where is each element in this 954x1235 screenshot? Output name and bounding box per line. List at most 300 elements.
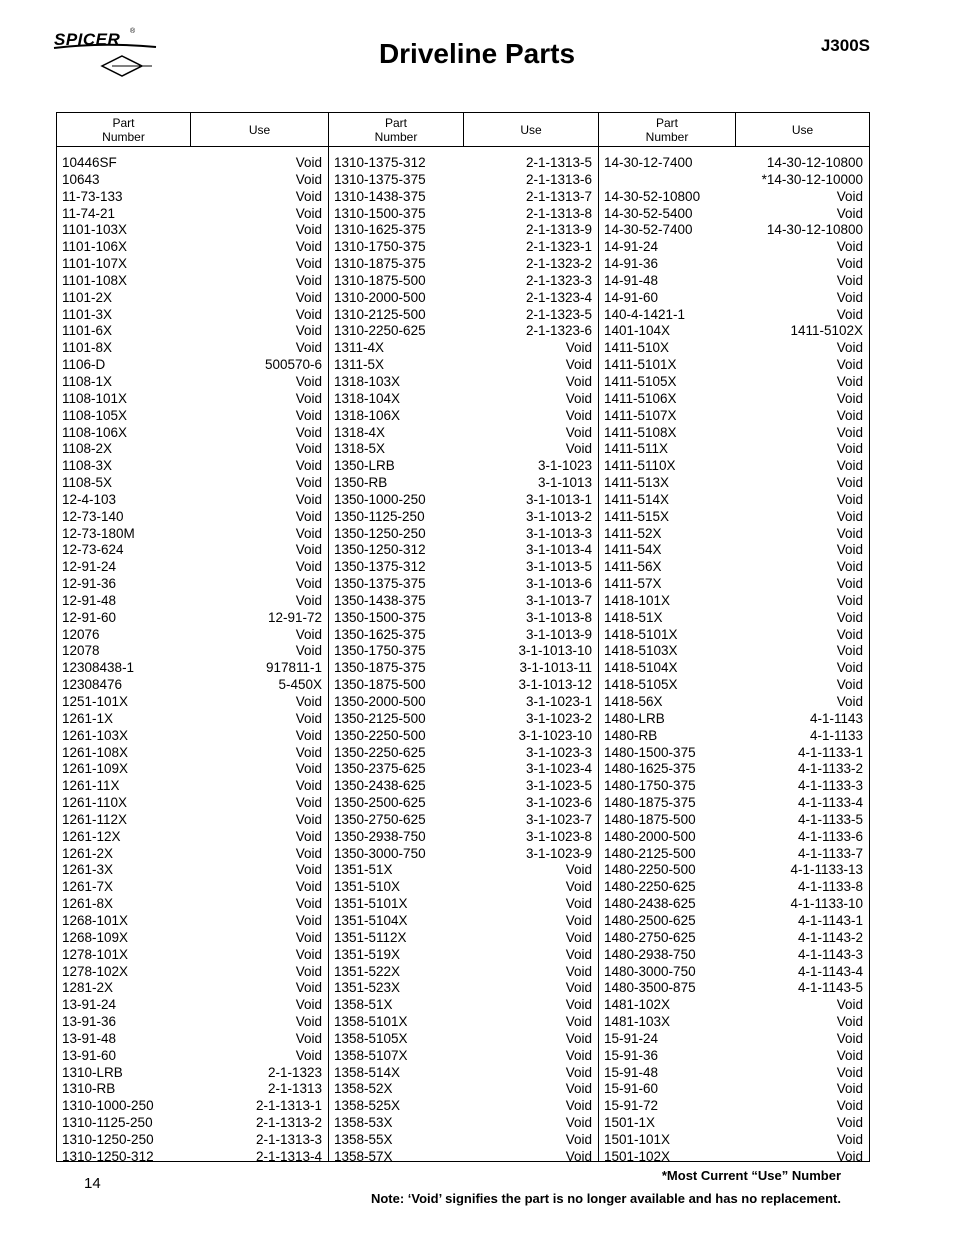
- part-number-cell: 1101-8X: [62, 340, 113, 356]
- use-cell: Void: [295, 778, 322, 794]
- table-row: [57, 475, 328, 492]
- table-row: [329, 307, 598, 324]
- table-row: [57, 829, 328, 846]
- use-cell: 4-1-1133-2: [797, 761, 863, 777]
- part-number-cell: 1480-2500-625: [604, 912, 696, 928]
- part-number-cell: 10643: [62, 171, 100, 187]
- part-number-cell: 14-30-52-7400: [604, 222, 693, 238]
- use-cell: Void: [836, 306, 863, 322]
- table-row: [599, 677, 869, 694]
- part-number-cell: 1351-522X: [334, 963, 401, 979]
- part-number-cell: 1411-510X: [604, 340, 670, 356]
- use-cell: Void: [295, 256, 322, 272]
- part-number-cell: 1108-5X: [62, 475, 113, 491]
- use-cell: Void: [295, 997, 322, 1013]
- table-row: [57, 425, 328, 442]
- use-cell: Void: [836, 407, 863, 423]
- table-row: [57, 1081, 328, 1098]
- table-row: [599, 829, 869, 846]
- part-number-cell: 1310-1438-375: [334, 188, 426, 204]
- part-number-cell: 1351-523X: [334, 980, 401, 996]
- part-number-cell: 1350-2250-625: [334, 744, 426, 760]
- part-number-cell: 12-91-36: [62, 576, 117, 592]
- table-row: [57, 1048, 328, 1065]
- use-cell: Void: [836, 542, 863, 558]
- use-cell: Void: [836, 1081, 863, 1097]
- part-number-cell: 1106-D: [62, 357, 106, 373]
- part-number-cell: 1351-51X: [334, 862, 393, 878]
- use-cell: Void: [295, 239, 322, 255]
- table-row: [599, 509, 869, 526]
- part-number-cell: 1480-LRB: [604, 710, 665, 726]
- table-row: [599, 1048, 869, 1065]
- part-number-cell: 14-91-36: [604, 256, 659, 272]
- use-cell: 2-1-1323-2: [525, 256, 592, 272]
- part-number-cell: 1261-108X: [62, 744, 129, 760]
- table-row: [57, 812, 328, 829]
- part-number-cell: 1261-1X: [62, 710, 114, 726]
- part-number-cell: 1101-106X: [62, 239, 128, 255]
- part-number-cell: 1350-2438-625: [334, 778, 426, 794]
- use-cell: 3-1-1023-5: [525, 778, 592, 794]
- use-cell: Void: [295, 592, 322, 608]
- use-cell: Void: [565, 946, 592, 962]
- use-cell: Void: [836, 626, 863, 642]
- table-row: [57, 728, 328, 745]
- use-cell: 2-1-1313-9: [525, 222, 592, 238]
- part-number-cell: 1418-5103X: [604, 643, 678, 659]
- registered-mark: ®: [130, 28, 136, 35]
- part-number-cell: 14-91-48: [604, 272, 659, 288]
- use-cell: 2-1-1313: [267, 1081, 322, 1097]
- use-cell: Void: [295, 845, 322, 861]
- table-row: [57, 290, 328, 307]
- table-row: [57, 559, 328, 576]
- column-group-3: [599, 147, 869, 1164]
- use-cell: Void: [295, 862, 322, 878]
- table-row: [329, 947, 598, 964]
- use-cell: Void: [836, 576, 863, 592]
- use-cell: 2-1-1323-6: [525, 323, 592, 339]
- part-number-cell: 1501-1X: [604, 1115, 656, 1131]
- table-row: [57, 795, 328, 812]
- part-number-cell: 1350-1375-312: [334, 559, 426, 575]
- part-number-cell: 1411-5101X: [604, 357, 677, 373]
- part-number-cell: 1358-525X: [334, 1098, 401, 1114]
- part-number-cell: 1318-106X: [334, 407, 401, 423]
- use-cell: 4-1-1133-4: [797, 795, 863, 811]
- table-row: [329, 239, 598, 256]
- use-cell: Void: [565, 1064, 592, 1080]
- table-row: [329, 812, 598, 829]
- part-number-cell: 1350-1875-375: [334, 660, 426, 676]
- table-row: [57, 964, 328, 981]
- table-row: [329, 408, 598, 425]
- table-row: [599, 1065, 869, 1082]
- part-number-cell: 12-73-180M: [62, 525, 135, 541]
- table-row: [599, 559, 869, 576]
- use-cell: Void: [836, 357, 863, 373]
- table-row: [329, 172, 598, 189]
- use-cell: Void: [295, 458, 322, 474]
- use-cell: 3-1-1013-7: [525, 592, 592, 608]
- table-row: [57, 273, 328, 290]
- use-cell: 2-1-1323: [267, 1064, 322, 1080]
- part-number-cell: 1281-2X: [62, 980, 114, 996]
- part-number-cell: 12-73-624: [62, 542, 124, 558]
- table-row: [599, 374, 869, 391]
- part-number-cell: 1401-104X: [604, 323, 671, 339]
- table-row: [599, 761, 869, 778]
- part-number-cell: 1261-3X: [62, 862, 114, 878]
- use-cell: 4-1-1133-8: [797, 879, 863, 895]
- use-cell: Void: [836, 1115, 863, 1131]
- part-number-cell: 1108-105X: [62, 407, 128, 423]
- use-cell: Void: [836, 694, 863, 709]
- part-number-cell: 1481-103X: [604, 1014, 671, 1030]
- table-row: [57, 610, 328, 627]
- table-row: [599, 930, 869, 947]
- table-row: [57, 761, 328, 778]
- table-row: [329, 1081, 598, 1098]
- part-number-cell: 10446SF: [62, 155, 117, 170]
- part-number-cell: 1411-513X: [604, 475, 670, 491]
- use-cell: Void: [836, 239, 863, 255]
- part-number-cell: 13-91-60: [62, 1047, 117, 1063]
- table-row: [599, 610, 869, 627]
- part-number-cell: 12-91-60: [62, 609, 117, 625]
- part-number-cell: 1311-5X: [334, 357, 385, 373]
- table-row: [599, 357, 869, 374]
- use-cell: 3-1-1013-8: [525, 609, 592, 625]
- header-part-number-3: Part Number: [599, 113, 736, 146]
- part-number-cell: 1310-1000-250: [62, 1098, 154, 1114]
- table-row: [599, 425, 869, 442]
- part-number-cell: 1311-4X: [334, 340, 385, 356]
- use-cell: Void: [295, 946, 322, 962]
- table-row: [599, 1014, 869, 1031]
- use-cell: Void: [836, 592, 863, 608]
- use-cell: 2-1-1313-2: [255, 1115, 322, 1131]
- part-number-cell: 1350-2250-500: [334, 727, 426, 743]
- use-cell: Void: [836, 609, 863, 625]
- table-row: [57, 896, 328, 913]
- part-number-cell: 1418-56X: [604, 694, 663, 709]
- use-cell: 3-1-1013-5: [525, 559, 592, 575]
- use-cell: Void: [295, 1014, 322, 1030]
- part-number-cell: 1261-8X: [62, 896, 114, 912]
- part-number-cell: 1480-2125-500: [604, 845, 696, 861]
- table-row: [329, 1065, 598, 1082]
- use-cell: Void: [565, 929, 592, 945]
- use-cell: Void: [295, 407, 322, 423]
- part-number-cell: 1351-519X: [334, 946, 401, 962]
- part-number-cell: 1318-5X: [334, 441, 386, 457]
- table-row: [57, 913, 328, 930]
- table-row: [329, 559, 598, 576]
- use-cell: Void: [565, 879, 592, 895]
- use-cell: Void: [565, 896, 592, 912]
- use-cell: Void: [295, 828, 322, 844]
- rows-group-3: [599, 155, 869, 1166]
- table-row: [329, 879, 598, 896]
- part-number-cell: 1411-57X: [604, 576, 662, 592]
- table-row: [599, 660, 869, 677]
- use-cell: 3-1-1013-2: [525, 508, 592, 524]
- use-cell: 2-1-1313-7: [525, 188, 592, 204]
- part-number-cell: 1480-2250-500: [604, 862, 696, 878]
- use-cell: 3-1-1023-2: [525, 710, 592, 726]
- use-cell: 12-91-72: [267, 609, 322, 625]
- table-row: [329, 964, 598, 981]
- table-row: [599, 627, 869, 644]
- part-number-cell: 1480-2438-625: [604, 896, 696, 912]
- part-number-cell: 11-73-133: [62, 188, 123, 204]
- part-number-cell: 1350-1875-500: [334, 677, 426, 693]
- part-number-cell: 1350-2500-625: [334, 795, 426, 811]
- use-cell: Void: [295, 811, 322, 827]
- part-number-cell: 12078: [62, 643, 100, 659]
- use-cell: 3-1-1023: [537, 458, 592, 474]
- part-number-cell: 1350-1500-375: [334, 609, 426, 625]
- part-number-cell: 1418-5101X: [604, 626, 678, 642]
- part-number-cell: 1418-101X: [604, 592, 671, 608]
- use-cell: 917811-1: [265, 660, 322, 676]
- table-row: [329, 593, 598, 610]
- table-row: [599, 475, 869, 492]
- use-cell: Void: [295, 626, 322, 642]
- table-row: [329, 728, 598, 745]
- use-cell: 14-30-12-10800: [766, 222, 863, 238]
- part-number-cell: 1418-5104X: [604, 660, 678, 676]
- use-cell: 4-1-1133-5: [797, 811, 863, 827]
- part-number-cell: 1350-LRB: [334, 458, 395, 474]
- use-cell: Void: [295, 340, 322, 356]
- part-number-cell: 1268-109X: [62, 929, 129, 945]
- part-number-cell: 1411-5107X: [604, 407, 677, 423]
- use-cell: Void: [836, 660, 863, 676]
- table-row: [57, 492, 328, 509]
- table-row: [329, 391, 598, 408]
- part-number-cell: 12-91-24: [62, 559, 117, 575]
- use-cell: Void: [836, 508, 863, 524]
- use-cell: Void: [295, 525, 322, 541]
- use-cell: Void: [565, 357, 592, 373]
- part-number-cell: 1318-104X: [334, 390, 401, 406]
- table-row: [599, 1132, 869, 1149]
- part-number-cell: 1480-2000-500: [604, 828, 696, 844]
- use-cell: Void: [295, 155, 322, 170]
- part-number-cell: 1358-5107X: [334, 1047, 408, 1063]
- part-number-cell: 1480-1625-375: [604, 761, 696, 777]
- use-cell: 4-1-1133-6: [797, 828, 863, 844]
- table-row: [329, 323, 598, 340]
- table-row: [599, 256, 869, 273]
- part-number-cell: 1101-103X: [62, 222, 128, 238]
- part-number-cell: 1310-RB: [62, 1081, 116, 1097]
- use-cell: 2-1-1323-3: [525, 272, 592, 288]
- part-number-cell: 14-30-52-10800: [604, 188, 701, 204]
- header-use-2: Use: [464, 113, 599, 146]
- table-row: [599, 643, 869, 660]
- table-row: [57, 660, 328, 677]
- part-number-cell: 1358-53X: [334, 1115, 393, 1131]
- table-row: [599, 155, 869, 172]
- table-row: [599, 458, 869, 475]
- use-cell: 4-1-1143-1: [797, 912, 863, 928]
- use-cell: Void: [836, 1047, 863, 1063]
- part-number-cell: 14-30-12-7400: [604, 155, 693, 170]
- part-number-cell: 1318-4X: [334, 424, 386, 440]
- use-cell: 3-1-1013-11: [519, 660, 592, 676]
- table-row: [57, 408, 328, 425]
- use-cell: Void: [836, 491, 863, 507]
- table-row: [329, 930, 598, 947]
- part-number-cell: 1278-102X: [62, 963, 129, 979]
- column-group-2: [329, 147, 599, 1164]
- use-cell: Void: [565, 1014, 592, 1030]
- use-cell: 3-1-1023-7: [525, 811, 592, 827]
- use-cell: 2-1-1313-8: [525, 205, 592, 221]
- part-number-cell: 1350-2938-750: [334, 828, 426, 844]
- table-row: [57, 711, 328, 728]
- part-number-cell: 1501-102X: [604, 1148, 671, 1164]
- table-row: [57, 1065, 328, 1082]
- table-row: [329, 913, 598, 930]
- use-cell: Void: [836, 441, 863, 457]
- table-row: [329, 576, 598, 593]
- use-cell: Void: [565, 424, 592, 440]
- table-row: [329, 1031, 598, 1048]
- use-cell: 2-1-1313-5: [525, 155, 592, 170]
- use-cell: 3-1-1023-4: [525, 761, 592, 777]
- table-row: [599, 340, 869, 357]
- table-row: [329, 425, 598, 442]
- use-cell: 14-30-12-10800: [766, 155, 863, 170]
- part-number-cell: 140-4-1421-1: [604, 306, 686, 322]
- table-row: [599, 795, 869, 812]
- use-cell: Void: [295, 323, 322, 339]
- use-cell: 2-1-1313-3: [255, 1131, 322, 1147]
- use-cell: 2-1-1323-5: [525, 306, 592, 322]
- use-cell: Void: [295, 694, 322, 709]
- table-row: [329, 1149, 598, 1166]
- table-row: [329, 980, 598, 997]
- header-use-3: Use: [791, 122, 814, 137]
- part-number-cell: 1411-5106X: [604, 390, 677, 406]
- use-cell: 2-1-1323-4: [525, 289, 592, 305]
- use-cell: Void: [295, 912, 322, 928]
- part-number-cell: 1411-54X: [604, 542, 662, 558]
- use-cell: 500570-6: [264, 357, 322, 373]
- rows-group-1: [57, 155, 328, 1166]
- use-cell: 3-1-1023-3: [525, 744, 592, 760]
- table-row: [329, 610, 598, 627]
- table-row: [57, 323, 328, 340]
- part-number-cell: 1358-52X: [334, 1081, 393, 1097]
- part-number-cell: 1480-1500-375: [604, 744, 696, 760]
- use-cell: Void: [295, 879, 322, 895]
- part-number-cell: 1310-1250-250: [62, 1131, 154, 1147]
- table-row: [57, 172, 328, 189]
- use-cell: 3-1-1023-8: [525, 828, 592, 844]
- use-cell: 4-1-1133: [809, 727, 863, 743]
- use-cell: 4-1-1133-3: [797, 778, 863, 794]
- use-cell: Void: [295, 205, 322, 221]
- use-cell: Void: [836, 373, 863, 389]
- footnote: *Most Current “Use” Number: [661, 1168, 841, 1183]
- part-number-cell: 1101-108X: [62, 272, 128, 288]
- use-cell: 3-1-1013-10: [518, 643, 592, 659]
- table-row: [57, 930, 328, 947]
- part-number-cell: 1108-2X: [62, 441, 113, 457]
- use-cell: 4-1-1143: [809, 710, 863, 726]
- table-row: [329, 273, 598, 290]
- part-number-cell: 1310-1750-375: [334, 239, 426, 255]
- use-cell: Void: [295, 171, 322, 187]
- table-row: [599, 812, 869, 829]
- part-number-cell: 1480-RB: [604, 727, 658, 743]
- use-cell: Void: [565, 980, 592, 996]
- part-number-cell: 1350-1438-375: [334, 592, 426, 608]
- use-cell: Void: [295, 424, 322, 440]
- table-row: [57, 997, 328, 1014]
- table-row: [599, 694, 869, 711]
- use-cell: Void: [836, 1098, 863, 1114]
- table-row: [329, 627, 598, 644]
- table-row: [329, 694, 598, 711]
- table-row: [57, 441, 328, 458]
- part-number-cell: 1310-1875-375: [334, 256, 426, 272]
- table-row: [57, 846, 328, 863]
- table-row: [599, 879, 869, 896]
- table-row: [329, 374, 598, 391]
- use-cell: Void: [565, 997, 592, 1013]
- part-number-cell: 1261-109X: [62, 761, 129, 777]
- part-number-cell: 1480-1750-375: [604, 778, 696, 794]
- table-row: [329, 222, 598, 239]
- part-number-cell: 1350-1125-250: [334, 508, 425, 524]
- table-row: [599, 913, 869, 930]
- part-number-cell: 1350-1250-250: [334, 525, 426, 541]
- table-row: [329, 829, 598, 846]
- part-number-cell: 1351-5101X: [334, 896, 408, 912]
- table-row: [599, 391, 869, 408]
- part-number-cell: 1101-107X: [62, 256, 128, 272]
- part-number-cell: 1411-515X: [604, 508, 670, 524]
- part-number-cell: 1480-2250-625: [604, 879, 696, 895]
- part-number-cell: 1350-2125-500: [334, 710, 426, 726]
- table-row: [329, 526, 598, 543]
- part-number-cell: 1108-1X: [62, 373, 113, 389]
- part-number-cell: 1480-1875-375: [604, 795, 696, 811]
- table-row: [57, 694, 328, 711]
- use-cell: 2-1-1313-4: [255, 1148, 322, 1164]
- use-cell: Void: [565, 407, 592, 423]
- part-number-cell: 1261-2X: [62, 845, 114, 861]
- use-cell: Void: [565, 1131, 592, 1147]
- part-number-cell: 1351-510X: [334, 879, 401, 895]
- use-cell: Void: [295, 929, 322, 945]
- table-row: [57, 627, 328, 644]
- page-title: Driveline Parts: [378, 38, 576, 69]
- part-number-cell: 1261-12X: [62, 828, 121, 844]
- use-cell: *14-30-12-10000: [761, 171, 863, 187]
- use-cell: Void: [565, 441, 592, 457]
- use-cell: Void: [295, 963, 322, 979]
- use-cell: Void: [295, 306, 322, 322]
- use-cell: 3-1-1013: [537, 475, 592, 491]
